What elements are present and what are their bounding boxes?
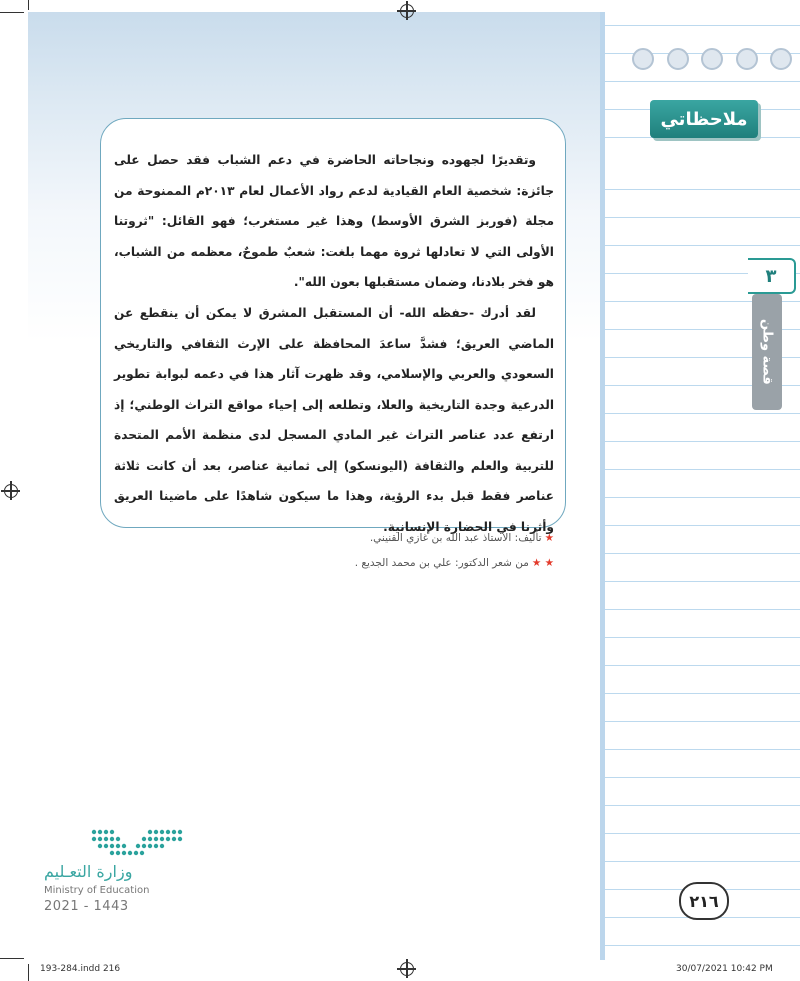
ministry-logo-icon (90, 826, 186, 858)
paragraph-1: وتقديرًا لجهوده ونجاحاته الحاضرة في دعم الشباب فقد حصل على جائزة: شخصية العام القيادية لدعم رواد الأعمال لعام ٢٠١٣م الممنوحة من مجلة (فوربز الشرق الأوسط) وهذا غير مستغرب؛ فهو القائل: "ثروتنا الأولى التي لا تعادلها ثروة مهما بلغت: شعبٌ طموحٌ، معظمه من الشباب، هو فخر بلادنا، وضمان مستقبلها بعون الله". (114, 153, 554, 289)
unit-number-tab: ٣ (748, 258, 796, 294)
footnote-2 (355, 557, 554, 569)
print-slug-timestamp: 30/07/2021 10:42 PM (676, 964, 773, 974)
footnote-text: من شعر الدكتور: علي بن محمد الجديع . (354, 557, 529, 569)
crop-mark (28, 0, 29, 10)
registration-mark-icon (400, 4, 414, 18)
registration-mark-icon (400, 962, 414, 976)
ministry-name-english: Ministry of Education (44, 885, 150, 896)
footnote-text: تأليف: الأستاذ عبد الله بن غازي القنيني. (369, 532, 542, 544)
ring-hole-icon (701, 48, 723, 70)
crop-mark (28, 964, 29, 981)
ring-hole-icon (736, 48, 758, 70)
crop-mark (0, 958, 24, 959)
print-slug-file: 193-284.indd 216 (40, 964, 121, 974)
paragraph-2: لقد أدرك -حفظه الله- أن المستقبل المشرق لا يمكن أن ينقطع عن الماضي العريق؛ فشدَّ ساعدَ المحافظة على الإرث الثقافي والتاريخي السعودي والعربي والإسلامي، وقد ظهرت آثار هذا في دعمه لبوابة تطوير الدرعية وجدة التاريخية والعلا، وتطلعه إلى إحياء مواقع التراث الوطني؛ إذ ارتفع عدد عناصر التراث غير المادي المسجل لدى منظمة الأمم المتحدة للتربية والعلم والثقافة (اليونسكو) إلى ثمانية عناصر، بعد أن كانت ثلاثة عناصر فقط قبل بدء الرؤية، وهذا ما سيكون شاهدًا على ماضينا العريق وأثرنا في الحضارة الإنسانية. (114, 306, 554, 534)
ring-hole-icon (632, 48, 654, 70)
notebook-rings (632, 48, 792, 70)
footnote-1 (370, 532, 554, 544)
edition-year: 2021 - 1443 (44, 899, 129, 914)
crop-mark (0, 12, 24, 13)
page-number: ٢١٦ (679, 882, 729, 920)
ring-hole-icon (667, 48, 689, 70)
unit-title-tab: قصة وطن (752, 294, 782, 410)
ring-hole-icon (770, 48, 792, 70)
star-icon: ★ (544, 532, 554, 544)
notes-title: ملاحظاتي (650, 100, 758, 138)
notes-panel (600, 12, 800, 960)
star-icon: ★ ★ (531, 557, 554, 569)
registration-mark-icon (4, 484, 18, 498)
ministry-name-arabic: وزارة التعـليم (44, 862, 133, 881)
